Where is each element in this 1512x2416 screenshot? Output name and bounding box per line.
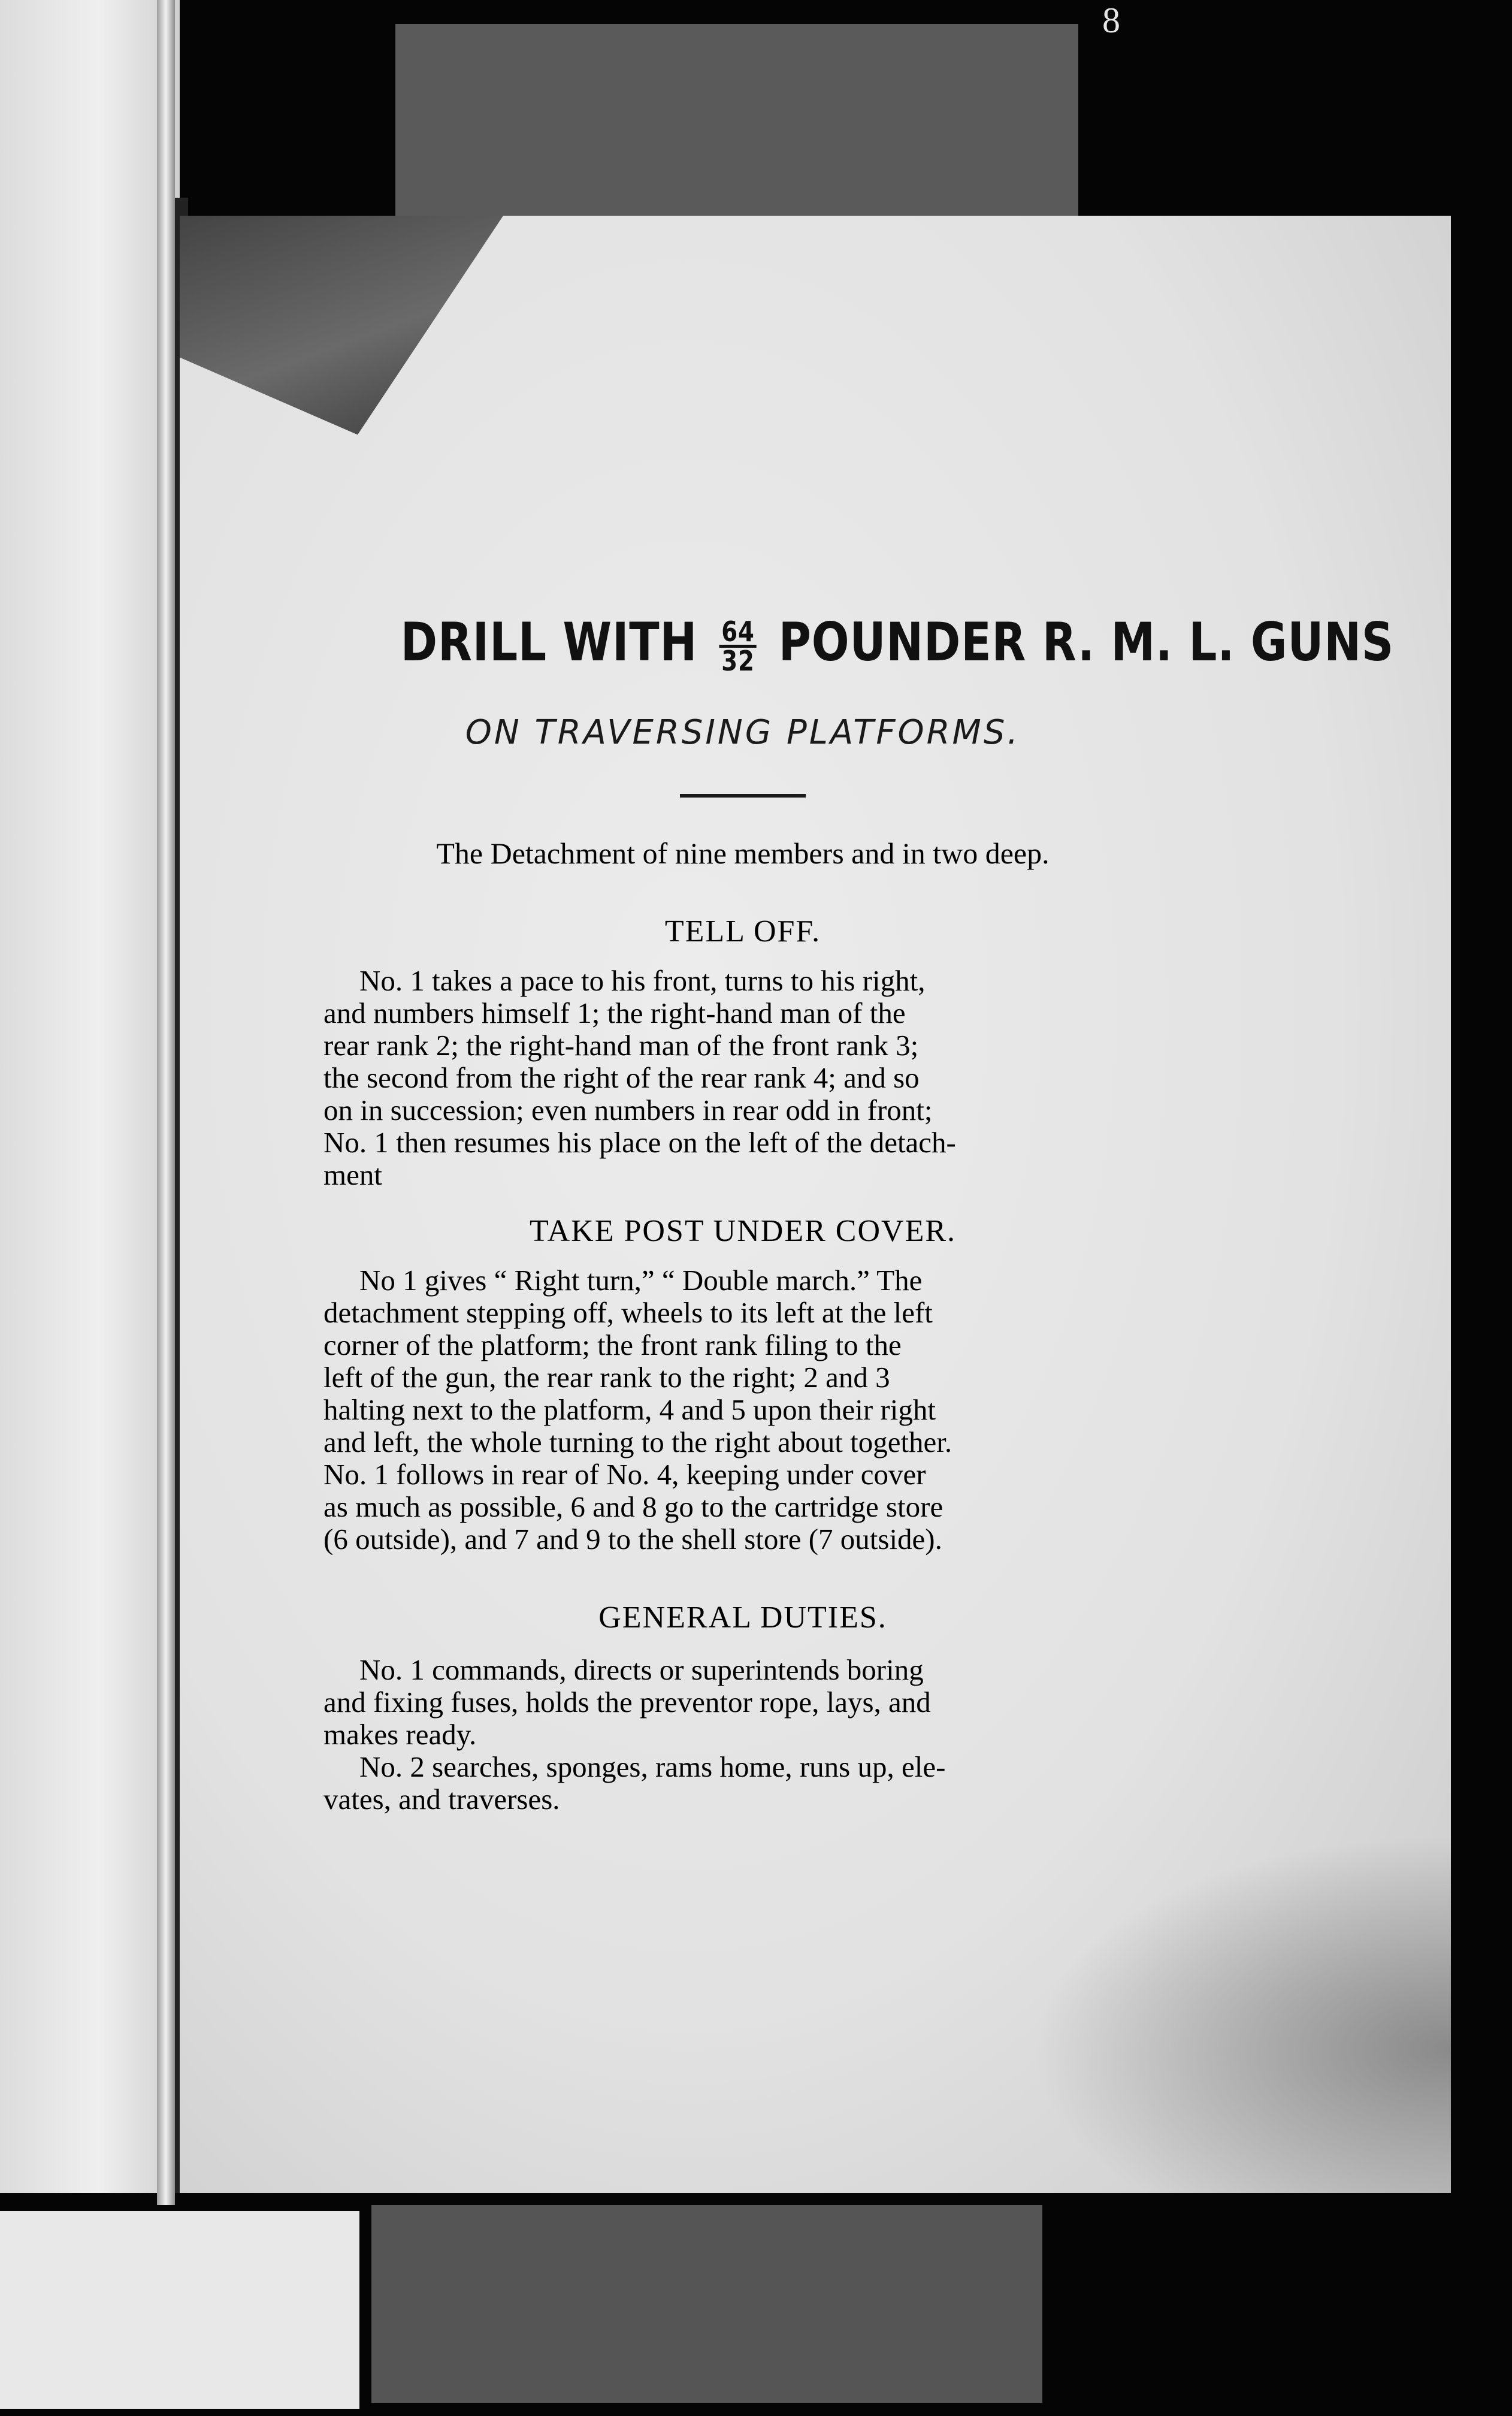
body-line: detachment stepping off, wheels to its left at the left <box>323 1296 933 1329</box>
fraction-numerator: 64 <box>719 618 757 648</box>
body-line: (6 outside), and 7 and 9 to the shell store (7 outside). <box>323 1523 942 1556</box>
section-body-take-post <box>323 1264 1150 1556</box>
body-line: No 1 gives “ Right turn,” “ Double march.” The <box>359 1264 923 1297</box>
body-line: and numbers himself 1; the right-hand man of the <box>323 996 906 1029</box>
section-body-general-duties <box>323 1654 1150 1816</box>
title-prefix: DRILL WITH <box>400 611 698 673</box>
body-line: left of the gun, the rear rank to the right; 2 and 3 <box>323 1361 890 1394</box>
section-body-tell-off <box>323 965 1150 1191</box>
page-subtitle: ON TRAVERSING PLATFORMS. <box>465 713 1021 752</box>
body-line: No. 1 then resumes his place on the left of the detach- <box>323 1126 956 1159</box>
title-fraction <box>719 615 757 677</box>
body-line: corner of the platform; the front rank filing to the <box>323 1328 902 1361</box>
body-line: makes ready. <box>323 1718 477 1751</box>
section-heading-take-post: TAKE POST UNDER COVER. <box>529 1214 957 1248</box>
section-heading-general-duties: GENERAL DUTIES. <box>598 1600 887 1635</box>
cover-board-bottom <box>371 2205 1042 2403</box>
body-line: No. 2 searches, sponges, rams home, runs up, ele- <box>359 1750 946 1783</box>
bottom-left-card <box>0 2211 359 2409</box>
page-title <box>400 611 1394 677</box>
page-mark: 8 <box>1102 1 1120 40</box>
body-line: ment <box>323 1158 382 1191</box>
body-line: No. 1 commands, directs or superintends boring <box>359 1653 924 1686</box>
title-suffix: POUNDER R. M. L. GUNS <box>778 611 1394 673</box>
left-leaf-edge <box>157 0 175 2205</box>
title-rule <box>680 794 806 798</box>
intro-line: The Detachment of nine members and in two deep. <box>436 836 1050 870</box>
body-line: the second from the right of the rear rank 4; and so <box>323 1061 920 1094</box>
body-line: vates, and traverses. <box>323 1783 560 1816</box>
body-line: No. 1 takes a pace to his front, turns to his right, <box>359 964 926 997</box>
cover-board-top <box>395 24 1078 222</box>
left-book-leaf <box>0 0 180 2193</box>
page-stain <box>1032 1834 1451 2193</box>
body-line: halting next to the platform, 4 and 5 upon their right <box>323 1393 936 1426</box>
body-line: as much as possible, 6 and 8 go to the cartridge store <box>323 1490 944 1523</box>
body-line: rear rank 2; the right-hand man of the front rank 3; <box>323 1029 919 1062</box>
fraction-denominator: 32 <box>721 644 755 677</box>
body-line: No. 1 follows in rear of No. 4, keeping under cover <box>323 1458 926 1491</box>
body-line: and fixing fuses, holds the preventor rope, lays, and <box>323 1686 931 1719</box>
section-heading-tell-off: TELL OFF. <box>664 914 821 949</box>
body-line: and left, the whole turning to the right about together. <box>323 1426 952 1458</box>
body-line: on in succession; even numbers in rear odd in front; <box>323 1094 933 1127</box>
document-page <box>180 216 1451 2193</box>
